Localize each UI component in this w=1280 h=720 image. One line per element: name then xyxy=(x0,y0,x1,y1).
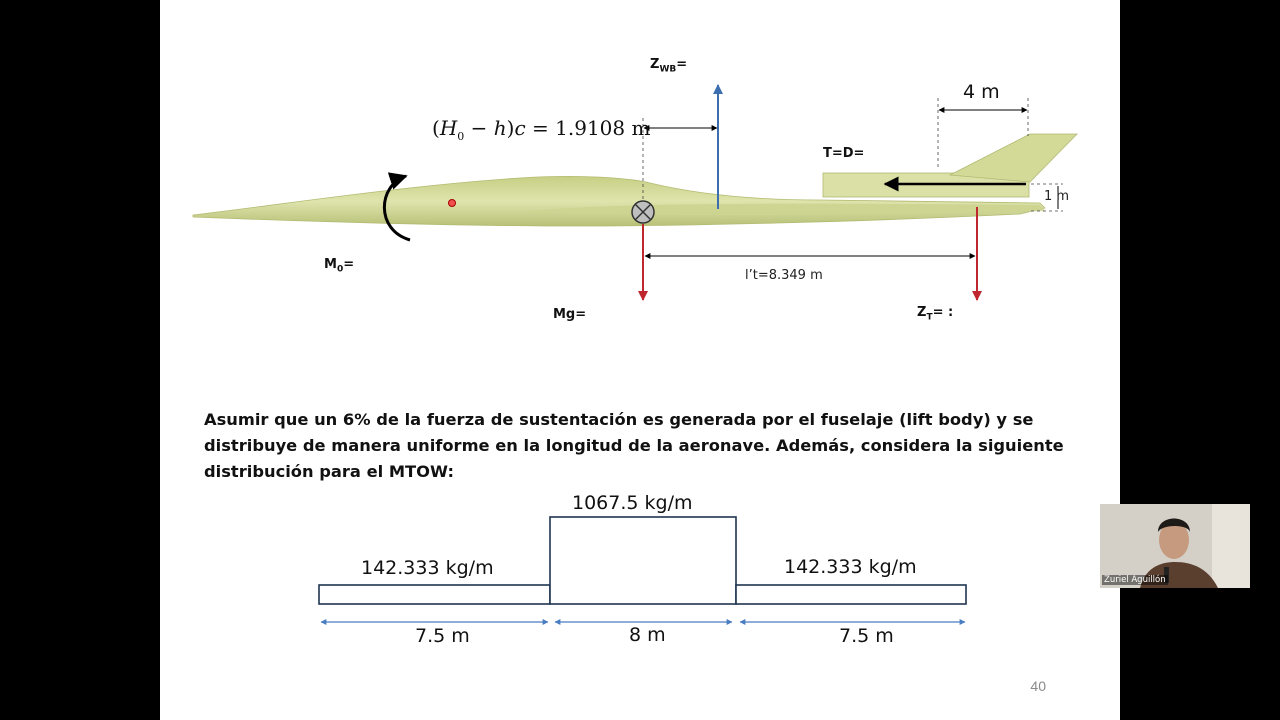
aircraft-diagram xyxy=(160,0,1120,360)
webcam-name: Zuriel Aguillón xyxy=(1104,575,1166,585)
tail-fin xyxy=(950,134,1077,182)
webcam-thumbnail[interactable] xyxy=(1100,504,1250,588)
four-m-label: 4 m xyxy=(963,81,1000,103)
mg-label: Mg= xyxy=(553,307,587,322)
problem-statement: Asumir que un 6% de la fuerza de sustentación es generada por el fuselaje (lift body) y se distribuye de manera uniforme en la longitud de la aeronave. Además, considera la siguiente distribución para el MTOW: xyxy=(204,410,1064,481)
slide xyxy=(160,0,1120,720)
zt-label: $Z_T=$ : xyxy=(917,305,954,323)
formula-label: $(H_0 - h)c = 1.9108$ m xyxy=(432,116,651,143)
left-load-label: 142.333 kg/m xyxy=(361,557,494,579)
right-load-label: 142.333 kg/m xyxy=(784,556,917,578)
right-load-block xyxy=(736,585,966,604)
center-length-label: 8 m xyxy=(629,624,666,646)
cg-symbol xyxy=(632,201,654,223)
z-wb-label: $Z_{WB}=$ xyxy=(650,57,688,75)
left-length-label: 7.5 m xyxy=(415,625,470,647)
left-load-block xyxy=(319,585,550,604)
one-m-label: 1 m xyxy=(1044,189,1070,204)
td-label: T=D= xyxy=(823,146,865,161)
page-number: 40 xyxy=(1030,678,1046,694)
right-length-label: 7.5 m xyxy=(839,625,894,647)
pointer-dot xyxy=(449,200,456,207)
lt-label: l’t=8.349 m xyxy=(745,268,823,283)
m0-label: $M_0=$ xyxy=(324,257,355,275)
center-load-label: 1067.5 kg/m xyxy=(572,492,693,514)
center-load-block xyxy=(550,517,736,604)
